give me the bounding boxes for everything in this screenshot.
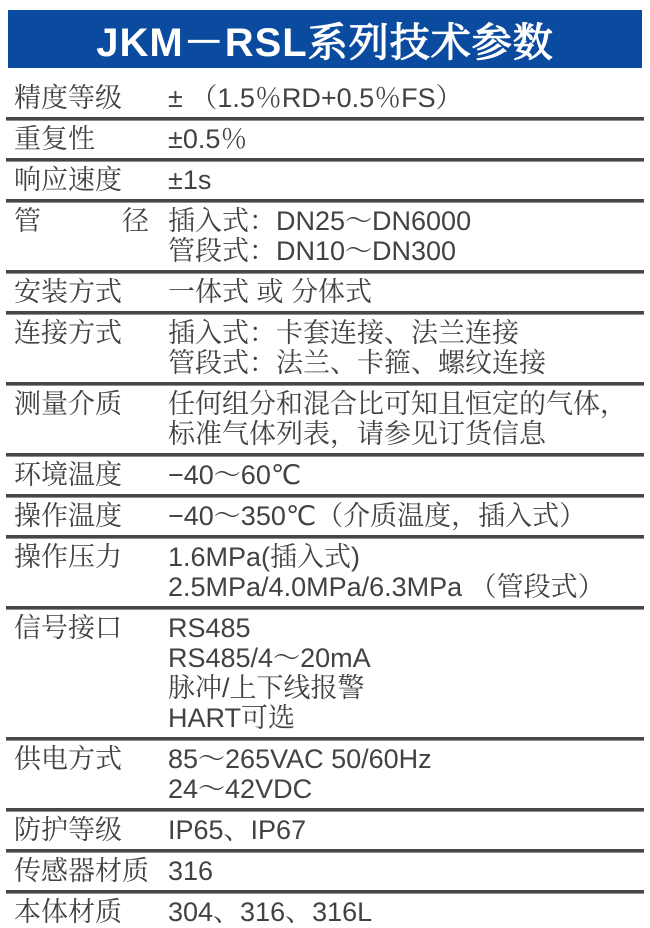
spec-label: 传感器材质 <box>14 856 149 886</box>
spec-value <box>168 83 644 113</box>
spec-value <box>168 744 644 804</box>
spec-value <box>168 542 644 602</box>
spec-row-medium <box>6 386 644 453</box>
spec-value <box>168 897 644 927</box>
spec-value-line: IP65、IP67 <box>168 815 307 845</box>
spec-row-response-speed <box>6 162 644 199</box>
spec-label: 连接方式 <box>14 318 122 348</box>
spec-row-protection-rating <box>6 812 644 849</box>
spec-value <box>168 318 644 378</box>
spec-value <box>168 165 644 195</box>
spec-value-line: ±1s <box>168 165 212 195</box>
spec-label: 防护等级 <box>14 815 122 845</box>
spec-row-ambient-temp <box>6 457 644 494</box>
spec-value-line: 一体式 或 分体式 <box>168 277 373 307</box>
spec-value-line: 标准气体列表，请参见订货信息 <box>168 419 546 449</box>
spec-label: 安装方式 <box>14 277 122 307</box>
spec-row-operating-temp <box>6 498 644 535</box>
spec-value-line: RS485 <box>168 613 251 643</box>
spec-value <box>168 613 644 733</box>
spec-label: 精度等级 <box>14 83 122 113</box>
spec-value-line: 脉冲/上下线报警 <box>168 673 365 703</box>
spec-row-pipe-diameter <box>6 203 644 270</box>
spec-value <box>168 460 644 490</box>
spec-row-signal-interface <box>6 610 644 737</box>
spec-value <box>168 501 644 531</box>
spec-label: 环境温度 <box>14 460 122 490</box>
spec-row-body-material <box>6 894 644 928</box>
spec-value <box>168 206 644 266</box>
spec-value-line: 316 <box>168 856 214 886</box>
spec-value-line: −40～350℃（介质温度，插入式） <box>168 501 587 531</box>
page-title: JKM－RSL系列技术参数 <box>96 20 554 65</box>
spec-label: 重复性 <box>14 124 95 154</box>
spec-label: 测量介质 <box>14 389 122 419</box>
spec-value <box>168 815 644 845</box>
spec-label: 本体材质 <box>14 897 122 927</box>
spec-value-line: 2.5MPa/4.0MPa/6.3MPa （管段式） <box>168 572 605 602</box>
spec-value-line: ± （1.5％RD+0.5％FS） <box>168 83 463 113</box>
spec-row-power-supply <box>6 741 644 808</box>
spec-value-line: 304、316、316L <box>168 897 373 927</box>
spec-label: 信号接口 <box>14 613 122 643</box>
spec-row-operating-pressure <box>6 539 644 606</box>
spec-label: 操作温度 <box>14 501 122 531</box>
spec-row-accuracy <box>6 80 644 117</box>
spec-value-line: 任何组分和混合比可知且恒定的气体， <box>168 389 627 419</box>
spec-value-line: ±0.5％ <box>168 124 248 154</box>
spec-label: 操作压力 <box>14 542 122 572</box>
spec-value-line: −40～60℃ <box>168 460 302 490</box>
spec-value-line: 管段式：DN10～DN300 <box>168 236 457 266</box>
spec-row-repeatability <box>6 121 644 158</box>
spec-label: 响应速度 <box>14 165 122 195</box>
spec-value-line: 插入式：DN25～DN6000 <box>168 206 472 236</box>
spec-value <box>168 277 644 307</box>
spec-label: 管 径 <box>14 206 149 236</box>
spec-value-line: 管段式：法兰、卡箍、螺纹连接 <box>168 348 546 378</box>
spec-value <box>168 856 644 886</box>
spec-row-installation <box>6 274 644 311</box>
spec-label: 供电方式 <box>14 744 122 774</box>
spec-value <box>168 124 644 154</box>
title-banner <box>8 10 642 68</box>
spec-value <box>168 389 644 449</box>
spec-value-line: 24～42VDC <box>168 774 313 804</box>
spec-value-line: HART可选 <box>168 703 296 733</box>
spec-table <box>6 68 644 928</box>
spec-value-line: RS485/4～20mA <box>168 643 371 673</box>
spec-value-line: 85～265VAC 50/60Hz <box>168 744 432 774</box>
spec-value-line: 1.6MPa(插入式) <box>168 542 361 572</box>
spec-row-connection <box>6 315 644 382</box>
spec-value-line: 插入式：卡套连接、法兰连接 <box>168 318 519 348</box>
spec-sheet <box>0 10 650 928</box>
spec-row-sensor-material <box>6 853 644 890</box>
